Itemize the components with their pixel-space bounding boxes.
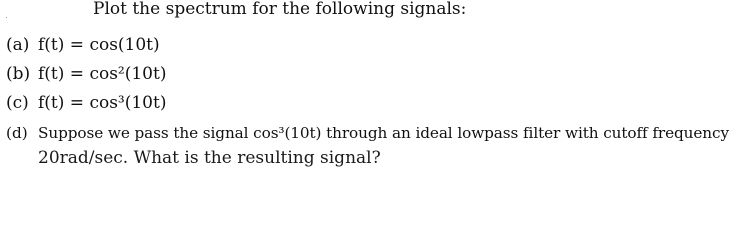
part-c-expression: f(t) = cos³(10t) (38, 93, 167, 113)
part-d-continuation: 20rad/sec. What is the resulting signal? (38, 148, 381, 168)
problem-heading: Plot the spectrum for the following signals: (93, 0, 467, 19)
part-c (6, 92, 166, 114)
part-a-expression: f(t) = cos(10t) (38, 35, 160, 55)
part-b-expression: f(t) = cos²(10t) (38, 64, 167, 84)
part-a (6, 34, 160, 56)
part-c-label: (c) (6, 93, 29, 113)
part-d-text: Suppose we pass the signal cos³(10t) through an ideal lowpass filter with cutoff frequency (38, 124, 729, 142)
part-d-label: (d) (6, 124, 28, 142)
part-b-label: (b) (6, 64, 31, 84)
part-a-label: (a) (6, 35, 30, 55)
part-d (6, 122, 729, 144)
part-b (6, 63, 166, 85)
margin-mark (6, 17, 7, 18)
